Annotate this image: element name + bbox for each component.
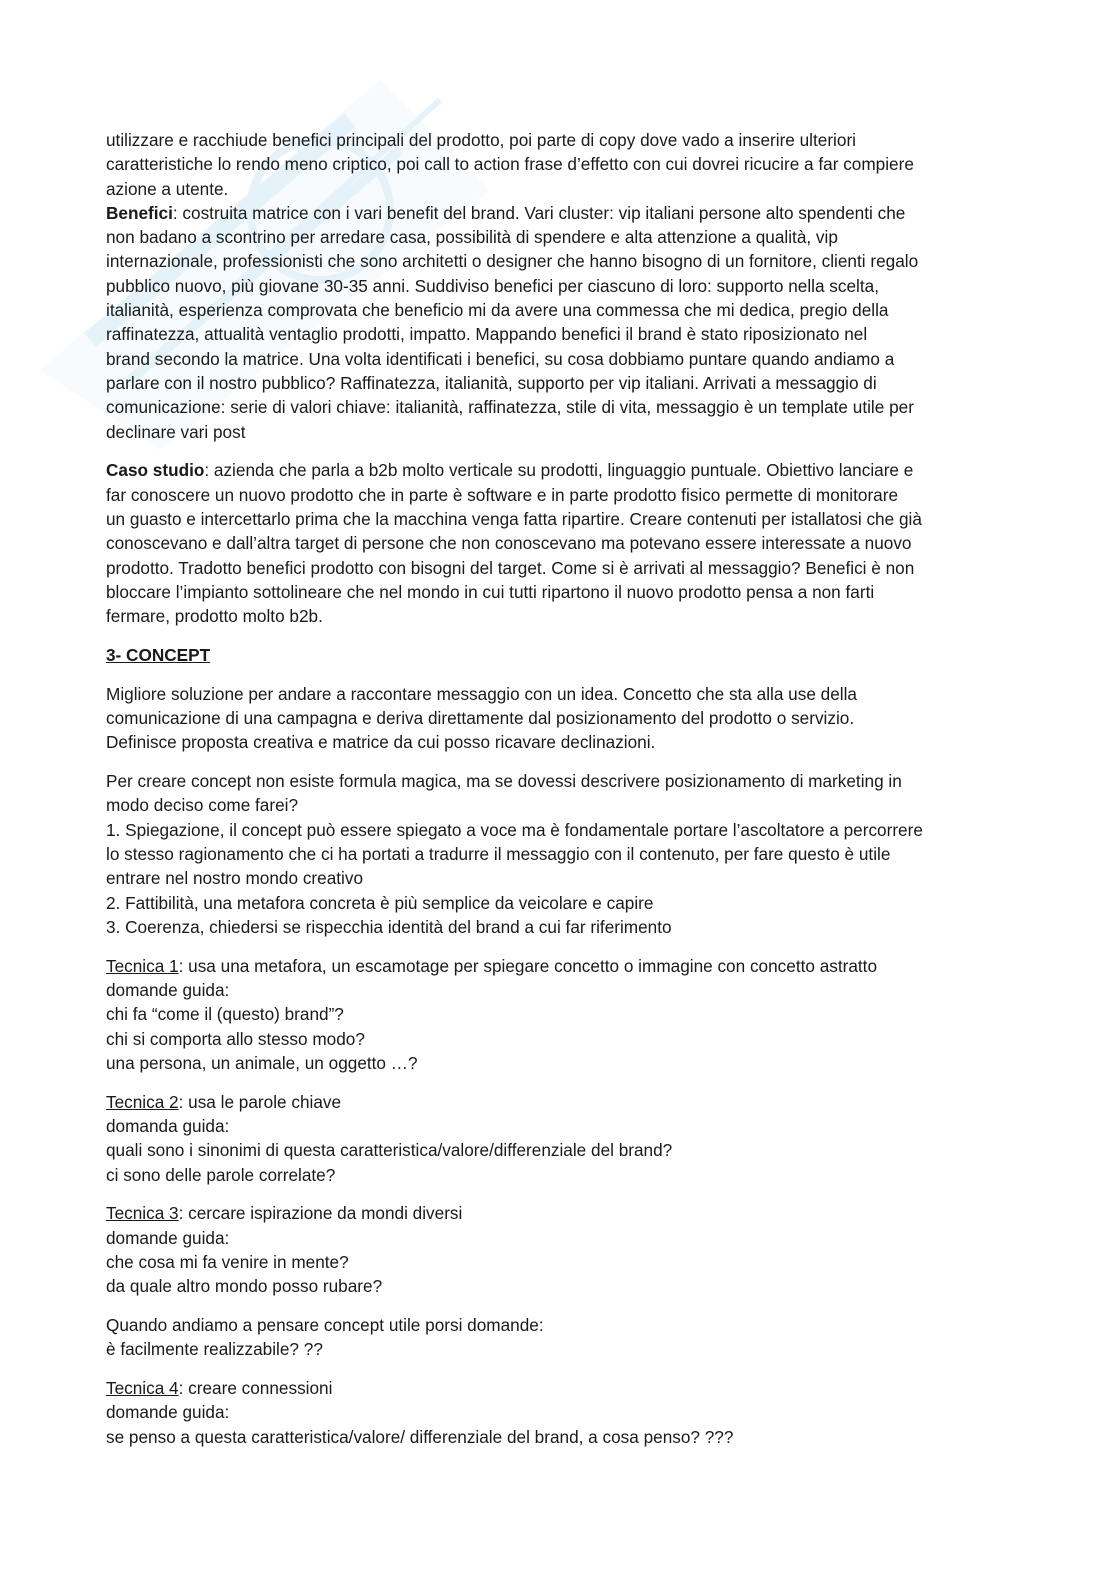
- text-line: [106, 201, 1006, 225]
- list-item: 2. Fattibilità, una metafora concreta è più semplice da veicolare e capire: [106, 892, 654, 913]
- text-run: : azienda che parla a b2b molto verticale su prodotti, linguaggio puntuale. Obiettivo lanciare e: [204, 460, 914, 481]
- text-line: ci sono delle parole correlate?: [106, 1164, 336, 1185]
- text-line: parlare con il nostro pubblico? Raffinatezza, italianità, supporto per vip italiani. Arrivati a messaggio di: [106, 372, 877, 393]
- text-line: chi fa “come il (questo) brand”?: [106, 1004, 344, 1025]
- text-line: comunicazione: serie di valori chiave: italianità, raffinatezza, stile di vita, messaggio è un template utile per: [106, 397, 914, 418]
- text-line: raffinatezza, attualità ventaglio prodotti, impatto. Mappando benefici il brand è stato riposizionato nel: [106, 324, 868, 345]
- section-heading: 3- CONCEPT: [106, 644, 211, 665]
- document-page: [106, 128, 1006, 1464]
- text-run: : usa una metafora, un escamotage per spiegare concetto o immagine con concetto astratto: [178, 955, 878, 976]
- text-line: [106, 1201, 1006, 1225]
- concept-formula-paragraph: [106, 769, 1006, 939]
- text-run: : cercare ispirazione da mondi diversi: [178, 1203, 463, 1224]
- text-line: se penso a questa caratteristica/valore/ differenziale del brand, a cosa penso? ???: [106, 1426, 734, 1447]
- text-line: Definisce proposta creativa e matrice da cui posso ricavare declinazioni.: [106, 732, 656, 753]
- benefici-label: Benefici: [106, 202, 173, 223]
- text-line: prodotto. Tradotto benefici prodotto con bisogni del target. Come si è arrivati al messaggio? Benefici è non: [106, 557, 915, 578]
- text-line: pubblico nuovo, più giovane 30-35 anni. Suddiviso benefici per ciascuno di loro: supporto nella scelta,: [106, 275, 879, 296]
- text-line: comunicazione di una campagna e deriva direttamente dal posizionamento del prodotto o servizio.: [106, 708, 855, 729]
- text-line: quali sono i sinonimi di questa caratteristica/valore/differenziale del brand?: [106, 1140, 673, 1161]
- text-line: italianità, esperienza comprovata che beneficio mi da avere una commessa che mi dedica, pregio della: [106, 300, 889, 321]
- caso-studio-label: Caso studio: [106, 460, 205, 481]
- quando-paragraph: [106, 1313, 1006, 1362]
- text-run: : creare connessioni: [178, 1378, 333, 1399]
- list-item: 1. Spiegazione, il concept può essere spiegato a voce ma è fondamentale portare l’ascoltatore a percorrere: [106, 819, 923, 840]
- text-line: una persona, un animale, un oggetto …?: [106, 1052, 418, 1073]
- text-line: bloccare l’impianto sottolineare che nel mondo in cui tutti ripartono il nuovo prodotto pensa a non farti: [106, 581, 875, 602]
- text-line: [106, 954, 1006, 978]
- text-line: [106, 458, 1006, 482]
- text-line: azione a utente.: [106, 178, 229, 199]
- text-line: caratteristiche lo rendo meno criptico, poi call to action frase d’effetto con cui dovrei ricucire a far compiere: [106, 154, 914, 175]
- concept-intro-paragraph: [106, 682, 1006, 755]
- text-line: brand secondo la matrice. Una volta identificati i benefici, su cosa dobbiamo puntare quando andiamo a: [106, 348, 895, 369]
- text-line: da quale altro mondo posso rubare?: [106, 1276, 383, 1297]
- text-line: [106, 1376, 1006, 1400]
- text-line: domande guida:: [106, 1227, 230, 1248]
- text-line: far conoscere un nuovo prodotto che in parte è software e in parte prodotto fisico permette di monitorare: [106, 484, 899, 505]
- tecnica-3-label: Tecnica 3: [106, 1203, 179, 1224]
- text-line: domanda guida:: [106, 1115, 230, 1136]
- tecnica-2-label: Tecnica 2: [106, 1091, 179, 1112]
- text-line: Quando andiamo a pensare concept utile porsi domande:: [106, 1315, 544, 1336]
- text-line: chi si comporta allo stesso modo?: [106, 1028, 365, 1049]
- text-line: Migliore soluzione per andare a raccontare messaggio con un idea. Concetto che sta alla use della: [106, 683, 857, 704]
- text-line: domande guida:: [106, 980, 230, 1000]
- caso-studio-paragraph: [106, 458, 1006, 628]
- benefici-paragraph: [106, 201, 1006, 444]
- text-line: declinare vari post: [106, 421, 246, 442]
- concept-heading: [106, 643, 1006, 667]
- tecnica-4-label: Tecnica 4: [106, 1378, 179, 1399]
- text-line: Per creare concept non esiste formula magica, ma se dovessi descrivere posizionamento di marketing in: [106, 771, 902, 792]
- list-item: 3. Coerenza, chiedersi se rispecchia identità del brand a cui far riferimento: [106, 916, 672, 937]
- text-run: : usa le parole chiave: [178, 1091, 342, 1112]
- text-line: che cosa mi fa venire in mente?: [106, 1251, 349, 1272]
- text-line: lo stesso ragionamento che ci ha portati a tradurre il messaggio con il contenuto, per fare questo è utile: [106, 844, 891, 865]
- tecnica-3-paragraph: [106, 1201, 1006, 1298]
- text-line: internazionale, professionisti che sono architetti o designer che hanno bisogno di un fornitore, clienti regalo: [106, 251, 919, 272]
- tecnica-1-paragraph: [106, 954, 1006, 1075]
- text-line: un guasto e intercettarlo prima che la macchina venga fatta ripartire. Creare contenuti per istallatosi che già: [106, 508, 922, 529]
- text-line: non badano a scontrino per arredare casa, possibilità di spendere e alta attenzione a qualità, vip: [106, 227, 838, 248]
- text-line: modo deciso come farei?: [106, 795, 299, 816]
- tecnica-4-paragraph: [106, 1376, 1006, 1449]
- text-line: domande guida:: [106, 1402, 230, 1423]
- intro-paragraph: [106, 128, 1006, 201]
- text-line: è facilmente realizzabile? ??: [106, 1339, 323, 1360]
- text-line: utilizzare e racchiude benefici principali del prodotto, poi parte di copy dove vado a inserire ulteriori: [106, 130, 856, 150]
- text-line: conoscevano e dall’altra target di persone che non conoscevano ma potevano essere interessate a nuovo: [106, 533, 912, 554]
- text-run: : costruita matrice con i vari benefit del brand. Vari cluster: vip italiani persone alto spendenti che: [172, 202, 906, 223]
- text-line: fermare, prodotto molto b2b.: [106, 606, 323, 627]
- tecnica-2-paragraph: [106, 1090, 1006, 1187]
- text-line: [106, 1090, 1006, 1114]
- tecnica-1-label: Tecnica 1: [106, 955, 179, 976]
- text-line: entrare nel nostro mondo creativo: [106, 868, 363, 889]
